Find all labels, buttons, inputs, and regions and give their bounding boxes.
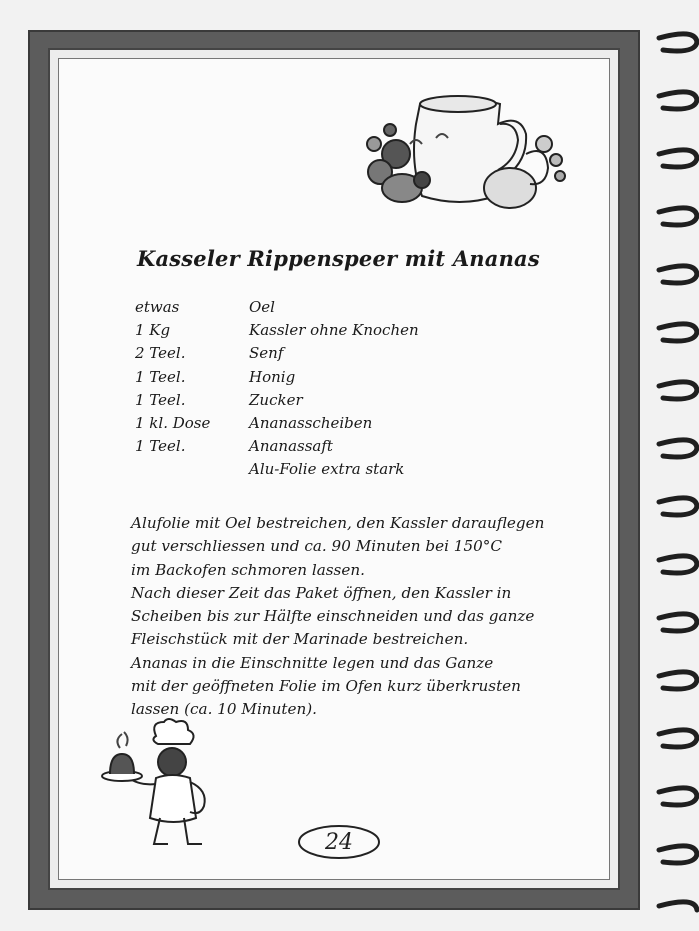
ingredient-name: Ananassaft <box>249 437 333 456</box>
instruction-line: im Backofen schmoren lassen. <box>131 560 365 579</box>
ingredient-quantity: 1 Teel. <box>135 390 186 409</box>
recipe-instructions <box>131 512 571 722</box>
ingredient-row <box>135 458 555 481</box>
ingredient-row <box>135 296 555 319</box>
instruction-line: Alufolie mit Oel bestreichen, den Kassler darauflegen <box>131 514 545 532</box>
ingredient-name: Ananasscheiben <box>249 413 373 432</box>
ingredient-quantity: 1 Kg <box>135 321 171 340</box>
instruction-line: gut verschliessen und ca. 90 Minuten bei 150°C <box>131 537 502 556</box>
instruction-line: Ananas in die Einschnitte legen und das Ganze <box>131 653 494 672</box>
ingredient-quantity: 1 kl. Dose <box>135 413 211 432</box>
ingredient-quantity: 1 Teel. <box>135 367 186 386</box>
ingredient-row <box>135 366 555 389</box>
instruction-line: Fleischstück mit der Marinade bestreichen. <box>131 630 469 649</box>
instruction-line: Scheiben bis zur Hälfte einschneiden und das ganze <box>131 607 535 626</box>
pitcher-with-fruit-icon <box>350 84 580 224</box>
spiral-binding-icon <box>649 20 699 920</box>
ingredient-quantity: 1 Teel. <box>135 437 186 456</box>
ingredient-quantity: 2 Teel. <box>135 344 186 363</box>
ingredient-name: Senf <box>249 344 284 363</box>
ingredient-row <box>135 342 555 365</box>
page-number-badge <box>296 822 382 860</box>
recipe-title: Kasseler Rippenspeer mit Ananas <box>137 246 540 271</box>
instruction-line: mit der geöffneten Folie im Ofen kurz überkrusten <box>131 677 521 696</box>
ingredient-row <box>135 435 555 458</box>
ingredient-quantity <box>135 458 249 481</box>
ingredient-name: Kassler ohne Knochen <box>249 321 419 340</box>
ingredient-name: Alu-Folie extra stark <box>249 460 405 479</box>
ingredient-row <box>135 389 555 412</box>
ingredient-name: Honig <box>249 367 296 386</box>
ingredient-quantity: etwas <box>135 298 180 316</box>
page-number: 24 <box>325 830 353 855</box>
ingredient-row <box>135 412 555 435</box>
ingredient-name: Oel <box>249 298 275 316</box>
instruction-line: Nach dieser Zeit das Paket öffnen, den Kassler in <box>131 583 512 602</box>
ingredient-row <box>135 319 555 342</box>
ingredient-list <box>135 296 555 482</box>
ingredient-name: Zucker <box>249 390 303 409</box>
chef-with-dish-icon <box>100 718 220 858</box>
instruction-line: lassen (ca. 10 Minuten). <box>131 700 317 719</box>
